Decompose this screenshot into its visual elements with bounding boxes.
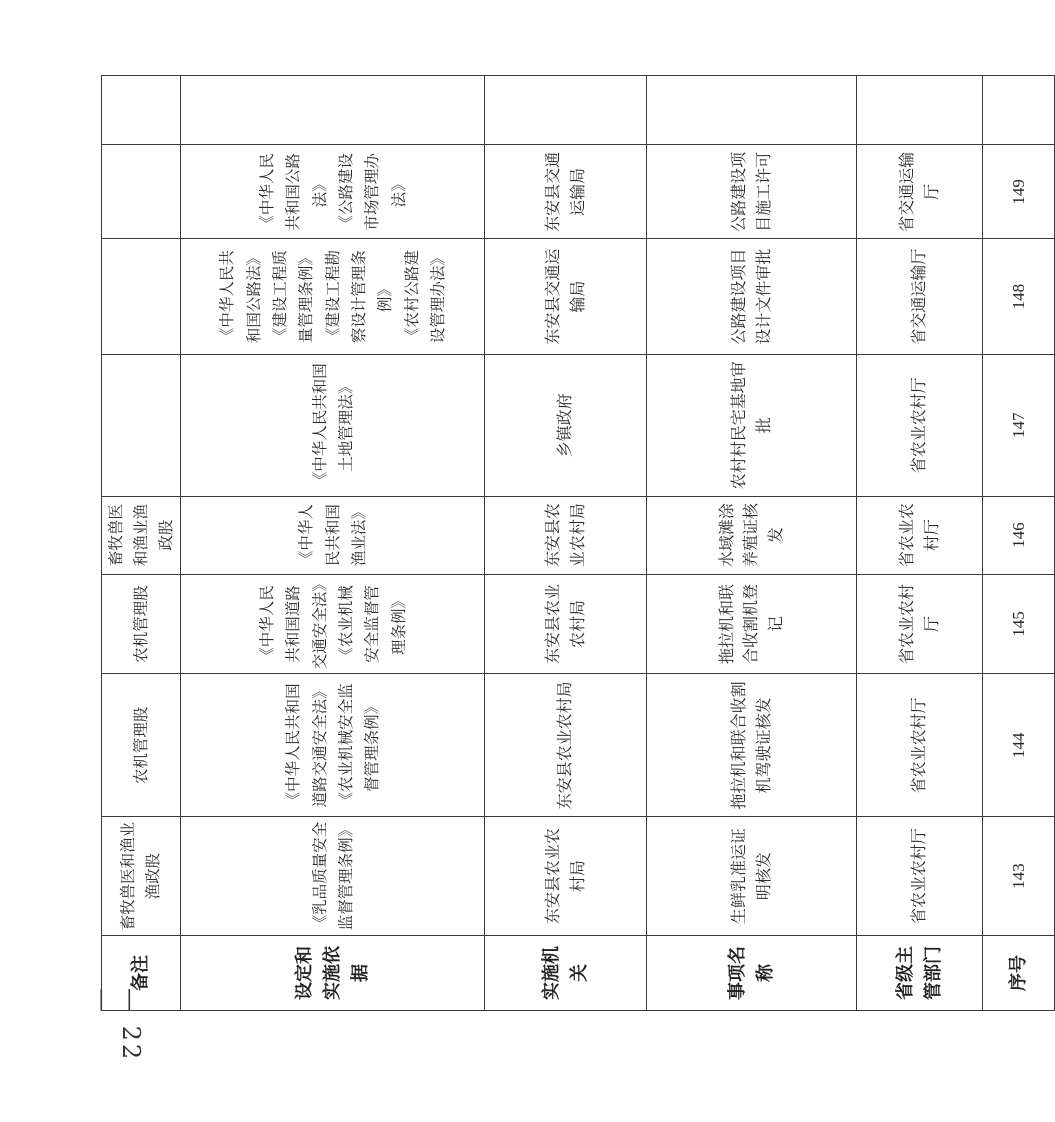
note-148 [102, 239, 181, 355]
seq-144: 144 [983, 674, 1055, 817]
seq-148: 148 [983, 239, 1055, 355]
header-item: 事项名称 [647, 935, 857, 1010]
dept-149: 省交通运输厅 [857, 145, 983, 239]
agency-145: 东安县农业农村局 [485, 574, 647, 674]
basis-line: 《建设工程质量管理条例》 [271, 250, 316, 344]
basis-147 [181, 354, 485, 496]
dept-148: 省交通运输厅 [857, 239, 983, 355]
note-146: 畜牧兽医和渔业渔政股 [102, 496, 181, 574]
row-dept [857, 76, 983, 1011]
basis-line: 《农村公路建设管理办法》 [402, 250, 448, 344]
basis-line: 《建设工程勘察设计管理条例》 [323, 250, 395, 344]
dept-143: 省农业农村厅 [857, 817, 983, 936]
seq-147: 147 [983, 354, 1055, 496]
dept-145: 省农业农村厅 [857, 574, 983, 674]
dept-144: 省农业农村厅 [857, 674, 983, 817]
basis-144 [181, 674, 485, 817]
basis-line: 《中华人民共和国公路法》 [257, 153, 329, 231]
note-147 [102, 354, 181, 496]
agency-146: 东安县农业农村局 [485, 496, 647, 574]
row-seq [983, 76, 1055, 1011]
agency-147: 乡镇政府 [485, 354, 647, 496]
note-empty [102, 76, 181, 145]
basis-line: 《中华人民共和国道路交通安全法》 [257, 576, 329, 670]
note-145: 农机管理股 [102, 574, 181, 674]
agency-143: 东安县农业农村局 [485, 817, 647, 936]
basis-line: 《中华人民共和国道路交通安全法》 [284, 683, 329, 808]
basis-line: 《公路建设市场管理办法》 [336, 153, 408, 231]
note-143: 畜牧兽医和渔业渔政股 [102, 817, 181, 936]
item-144: 拖拉机和联合收割机驾驶证核发 [647, 674, 857, 817]
basis-line: 《中华人民共和国公路法》 [218, 250, 263, 344]
header-basis: 设定和实施依据 [181, 935, 485, 1010]
basis-empty [181, 76, 485, 145]
basis-line: 《中华人民共和国渔业法》 [297, 504, 369, 567]
page-number: — 22 — [89, 988, 145, 1063]
dept-147: 省农业农村厅 [857, 354, 983, 496]
basis-line: 《农业机械安全监督管理条例》 [336, 585, 408, 663]
row-note [102, 76, 181, 1011]
seq-145: 145 [983, 574, 1055, 674]
item-148: 公路建设项目设计文件审批 [647, 239, 857, 355]
item-145: 拖拉机和联合收割机登记 [647, 574, 857, 674]
header-note: 备注 [102, 935, 181, 1010]
basis-143 [181, 817, 485, 936]
item-147: 农村村民宅基地审批 [647, 354, 857, 496]
basis-line: 《乳品质量安全监督管理条例》 [310, 821, 355, 931]
agency-empty [485, 76, 647, 145]
seq-149: 149 [983, 145, 1055, 239]
agency-149: 东安县交通运输局 [485, 145, 647, 239]
table-wrapper [101, 75, 1029, 1011]
item-149: 公路建设项目施工许可 [647, 145, 857, 239]
seq-146: 146 [983, 496, 1055, 574]
dept-empty [857, 76, 983, 145]
basis-149 [181, 145, 485, 239]
header-seq: 序号 [983, 935, 1055, 1010]
note-149 [102, 145, 181, 239]
basis-148 [181, 239, 485, 355]
row-basis [181, 76, 485, 1011]
item-146: 水域滩涂养殖证核发 [647, 496, 857, 574]
basis-line: 《中华人民共和国土地管理法》 [310, 363, 355, 488]
item-empty [647, 76, 857, 145]
rotated-table-area [101, 75, 1029, 1011]
basis-146 [181, 496, 485, 574]
basis-line: 《农业机械安全监督管理条例》 [336, 683, 382, 808]
items-table [101, 75, 1055, 1011]
row-item [647, 76, 857, 1011]
basis-145 [181, 574, 485, 674]
agency-148: 东安县交通运输局 [485, 239, 647, 355]
header-dept: 省级主管部门 [857, 935, 983, 1010]
seq-empty [983, 76, 1055, 145]
seq-143: 143 [983, 817, 1055, 936]
item-143: 生鲜乳准运证明核发 [647, 817, 857, 936]
note-144: 农机管理股 [102, 674, 181, 817]
agency-144: 东安县农业农村局 [485, 674, 647, 817]
row-agency [485, 76, 647, 1011]
header-agency: 实施机关 [485, 935, 647, 1010]
dept-146: 省农业农村厅 [857, 496, 983, 574]
